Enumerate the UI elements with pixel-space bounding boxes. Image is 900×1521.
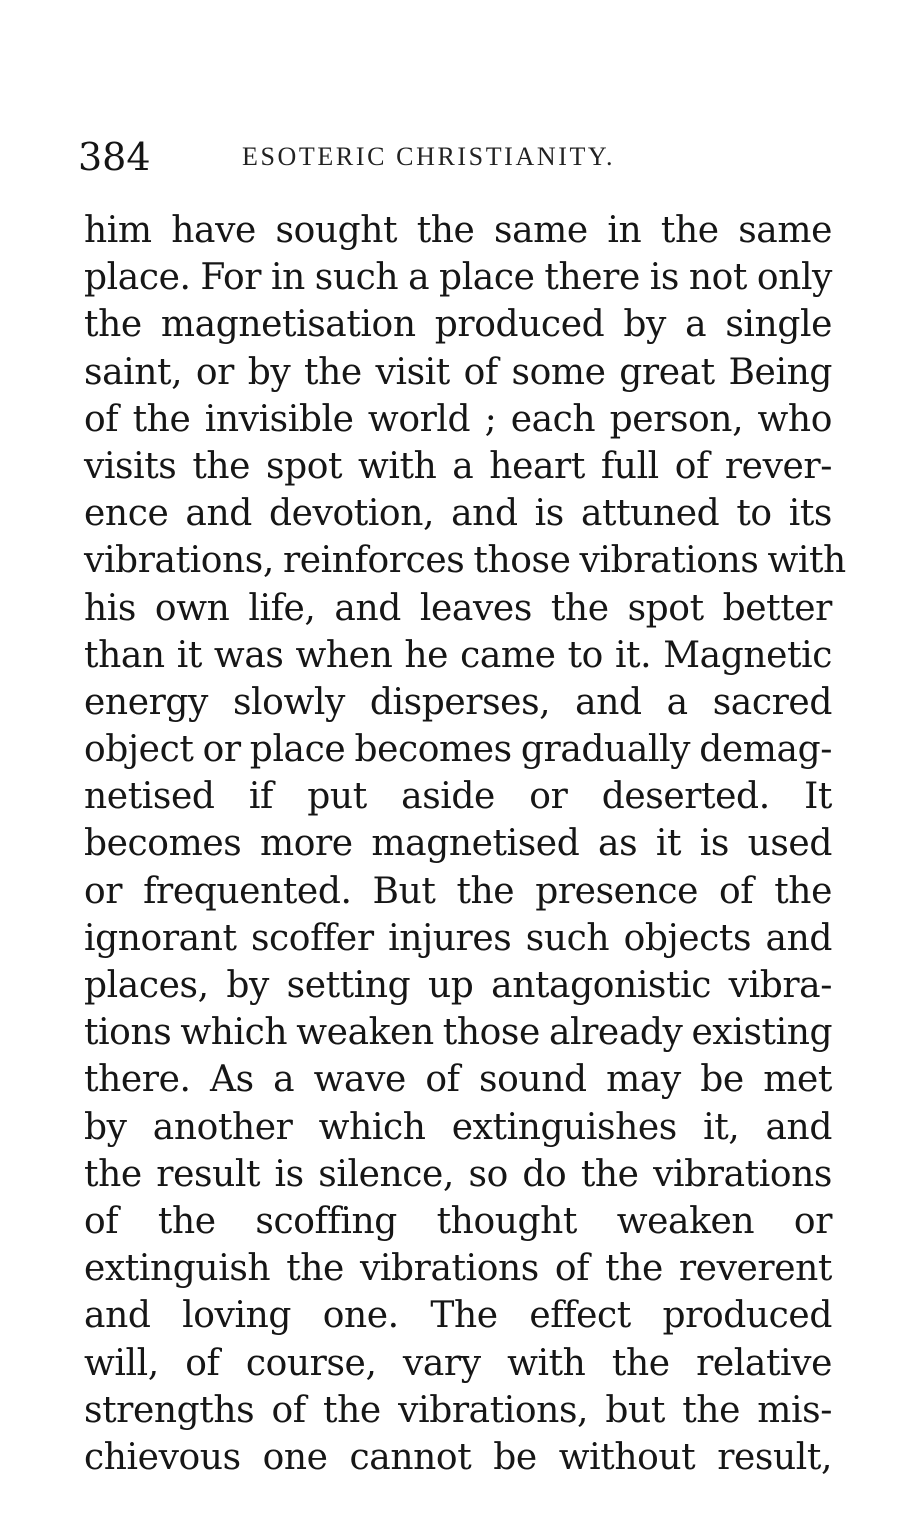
text-line: saint, or by the visit of some great Being xyxy=(84,351,832,393)
text-line: ence and devotion, and is attuned to its xyxy=(84,493,832,535)
text-line: ignorant scoffer injures such objects and xyxy=(84,917,832,959)
text-line: or frequented. But the presence of the xyxy=(84,870,832,912)
text-line: tions which weaken those already existing xyxy=(84,1012,833,1054)
text-line: him have sought the same in the same xyxy=(84,210,832,251)
text-line: the result is silence, so do the vibrations xyxy=(84,1153,832,1195)
text-line: energy slowly disperses, and a sacred xyxy=(84,681,832,723)
text-line: becomes more magnetised as it is used xyxy=(84,823,832,865)
text-line: visits the spot with a heart full of rever- xyxy=(84,445,832,487)
text-line: the magnetisation produced by a single xyxy=(84,304,832,346)
text-line: chievous one cannot be without result, xyxy=(84,1436,832,1478)
running-head xyxy=(78,132,838,182)
text-line: object or place becomes gradually demag- xyxy=(84,729,832,771)
text-line: vibrations, reinforces those vibrations with xyxy=(84,540,846,582)
text-line: will, of course, vary with the relative xyxy=(84,1342,832,1384)
page-number: 384 xyxy=(78,135,151,179)
text-line: of the scoffing thought weaken or xyxy=(84,1200,832,1242)
text-line: netised if put aside or deserted. It xyxy=(84,776,832,818)
text-line: place. For in such a place there is not only xyxy=(84,257,832,299)
text-line: and loving one. The effect produced xyxy=(84,1295,832,1337)
running-title: ESOTERIC CHRISTIANITY. xyxy=(242,142,616,171)
text-line: strengths of the vibrations, but the mis- xyxy=(84,1389,832,1431)
text-line: than it was when he came to it. Magnetic xyxy=(84,634,832,676)
text-line: places, by setting up antagonistic vibra- xyxy=(84,965,832,1006)
text-line: by another which extinguishes it, and xyxy=(84,1106,832,1148)
text-line: his own life, and leaves the spot better xyxy=(84,587,832,629)
text-line: there. As a wave of sound may be met xyxy=(84,1059,832,1101)
text-line: of the invisible world ; each person, who xyxy=(84,398,832,440)
body-text xyxy=(84,207,846,1481)
text-line: extinguish the vibrations of the reverent xyxy=(84,1248,832,1290)
